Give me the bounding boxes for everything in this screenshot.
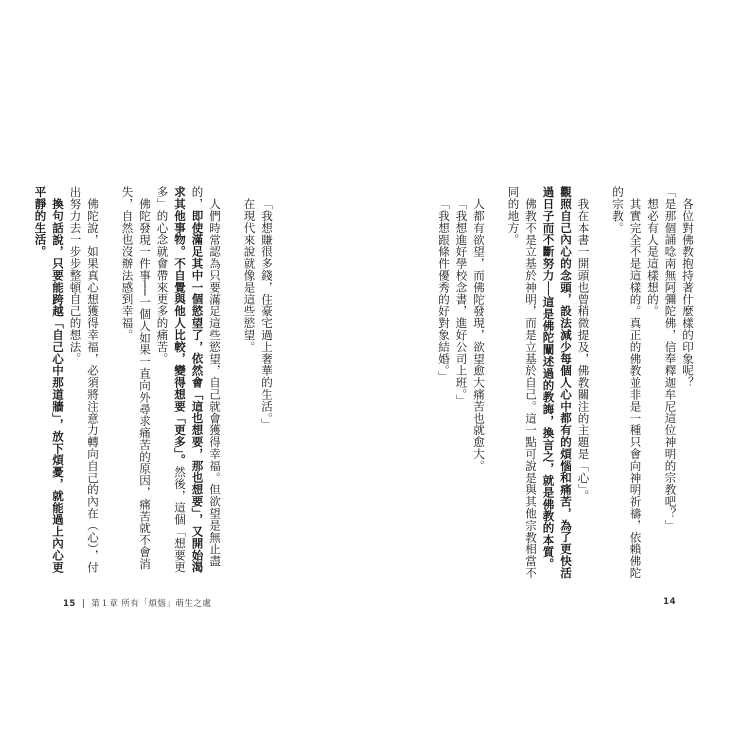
left-page-footer xyxy=(63,597,211,609)
quote-run: 「我想跟條件優秀的好對象結婚。」 xyxy=(437,197,451,383)
right-page-footer xyxy=(663,597,682,607)
paragraph xyxy=(470,186,488,581)
running-title: 第１章 所有「煩惱」萌生之處 xyxy=(91,599,212,609)
text-run: 佛陀發現一件事──一個人如果一直向外尋求痛苦的原因，痛苦就不會消失，自然也沒辦法感到幸福。 xyxy=(120,186,152,570)
paragraph xyxy=(240,186,258,581)
bold-run: 即使滿足其中一個慾望了，依然會「這也想要，那也想要」，又開始渴求其他事物。不自覺與他人比較，變得想要「更多」。 xyxy=(173,186,205,573)
text-run: 各位對佛教抱持著什麼樣的印象呢？ xyxy=(681,197,695,388)
paragraph xyxy=(661,186,679,581)
paragraph xyxy=(66,186,101,581)
paragraph xyxy=(679,186,697,581)
text-run: 在現代來說就像是這些慾望。 xyxy=(242,197,257,353)
paragraph xyxy=(644,186,662,581)
text-run: 然後，這個「想要更多」的心念就會帶來更多的痛苦。 xyxy=(155,186,187,573)
footer-separator: | xyxy=(81,599,86,609)
paragraph-gap xyxy=(592,186,609,581)
bold-run: 觀照自己內心的念頭，設法減少每個人心中都有的煩惱和痛苦，為了更快活過日子而不斷努力──這是佛陀闡述過的教誨，換言之，就是佛教的本質。 xyxy=(541,186,573,579)
left-page-text-column xyxy=(31,186,275,581)
text-run: 佛教不是立基於神明，而是立基於自己。這一點可說是與其他宗教相當不同的地方。 xyxy=(506,186,538,579)
paragraph xyxy=(609,186,644,581)
quote-run: 「是那個誦唸南無阿彌陀佛，信奉釋迦牟尼這位神明的宗教吧？」 xyxy=(663,186,678,532)
quote-run: 「我想進好學校念書，進好公司上班。」 xyxy=(454,197,469,406)
right-page xyxy=(375,0,750,750)
paragraph-gap xyxy=(101,186,118,581)
text-run: 人都有欲望，而佛陀發現，欲望愈大痛苦也就愈大。 xyxy=(472,197,486,472)
page-number: 15 xyxy=(63,599,76,609)
paragraph-gap xyxy=(487,186,504,581)
right-page-text-column xyxy=(435,186,697,581)
paragraph xyxy=(574,186,592,581)
paragraph xyxy=(435,186,453,581)
text-run: 其實完全不是這樣的。真正的佛教並非是一種只會向神明祈禱，依賴佛陀的宗教。 xyxy=(611,186,643,579)
paragraph xyxy=(452,186,470,581)
text-run: 我在本書一開頭也曾稍微提及，佛教關注的主題是「心」。 xyxy=(576,197,591,502)
text-run: 想必有人是這樣想的。 xyxy=(646,197,660,317)
paragraph-bold xyxy=(539,186,574,581)
page-number: 14 xyxy=(663,597,676,607)
quote-run: 「我想賺很多錢，住豪宅過上奢華的生活。」 xyxy=(260,197,274,430)
paragraph xyxy=(258,186,276,581)
paragraph-bold xyxy=(31,186,66,581)
paragraph-gap xyxy=(223,186,240,581)
paragraph xyxy=(504,186,539,581)
bold-run: 換句話說，只要能跨越「自己心中那道牆」，放下煩憂，就能過上內心更平靜的生活。 xyxy=(33,186,65,573)
text-run: 人們時常認為只要滿足這些慾望，自己就會獲得幸福。但欲望是無止盡的， xyxy=(190,186,222,567)
paragraph xyxy=(153,186,223,581)
paragraph xyxy=(118,186,153,581)
text-run: 佛陀說，如果真心想獲得幸福，必須將注意力轉向自己的內在（心），付出努力去一步步整頓自己的想法。 xyxy=(68,186,100,573)
